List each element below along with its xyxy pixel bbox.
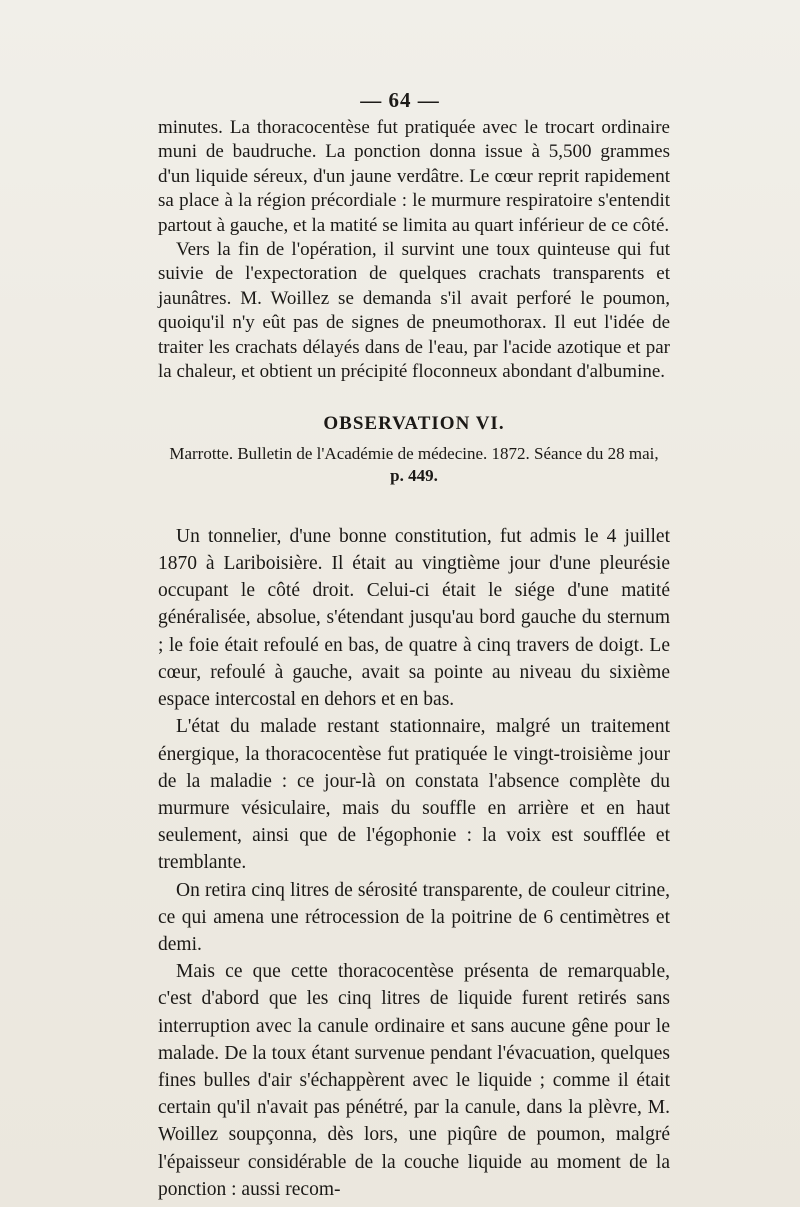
paragraph: L'état du malade restant stationnaire, malgré un traitement énergique, la thoracocentèse fut pratiquée le vingt-troisième jour de la maladie : ce jour-là on constata l'absence complète du murmure vésiculaire, mais du souffle en arrière et en haut seulement, ainsi que de l'égophonie : la voix est soufflée et tremblante.	[158, 716, 670, 874]
text-body	[158, 116, 670, 1203]
paragraph-continued: minutes. La thoracocentèse fut pratiquée avec le trocart ordinaire muni de baudruche. La ponction donna issue à 5,500 grammes d'un liquide séreux, d'un jaune verdâtre. Le cœur reprit rapidement sa place à la région précordiale : le murmure respiratoire s'entendit partout à gauche, et la matité se limita au quart inférieur de ce côté.	[158, 117, 670, 236]
reference-page: p. 449.	[390, 465, 438, 485]
observation-heading: OBSERVATION VI.	[323, 413, 505, 435]
paragraph: Mais ce que cette thoracocentèse présenta de remarquable, c'est d'abord que les cinq litres de liquide furent retirés sans interruption avec la canule ordinaire et sans aucune gêne pour le malade. De la toux étant survenue pendant l'évacuation, quelques fines bulles d'air s'échappèrent avec le liquide ; comme il était certain qu'il n'avait pas pénétré, par la canule, dans la plèvre, M. Woillez soupçonna, dès lors, une piqûre de poumon, malgré l'épaisseur considérable de la couche liquide au moment de la ponction : aussi recom-	[158, 961, 670, 1200]
observation-reference	[158, 443, 670, 487]
paragraph: Un tonnelier, d'une bonne constitution, fut admis le 4 juillet 1870 à Lariboisière. Il était au vingtième jour d'une pleurésie occupant le côté droit. Celui-ci était le siége d'une matité généralisée, absolue, s'étendant jusqu'au bord gauche du sternum ; le foie était refoulé en bas, de quatre à cinq travers de doigt. Le cœur, refoulé à gauche, avait sa pointe au niveau du sixième espace intercostal en dehors et en bas.	[158, 525, 670, 711]
observation-body	[158, 523, 670, 1203]
paragraph: Vers la fin de l'opération, il survint une toux quinteuse qui fut suivie de l'expectoration de quelques crachats transparents et jaunâtres. M. Woillez se demanda s'il avait perforé le poumon, quoiqu'il n'y eût pas de signes de pneumothorax. Il eut l'idée de traiter les crachats délayés dans de l'eau, par l'acide azotique et par la chaleur, et obtient un précipité floconneux abondant d'albumine.	[158, 239, 670, 383]
page-number: — 64 —	[360, 88, 440, 112]
paragraph: On retira cinq litres de sérosité transparente, de couleur citrine, ce qui amena une rétrocession de la poitrine de 6 centimètres et demi.	[158, 879, 670, 955]
reference-text: Marrotte. Bulletin de l'Académie de médecine. 1872. Séance du 28 mai,	[169, 443, 659, 463]
